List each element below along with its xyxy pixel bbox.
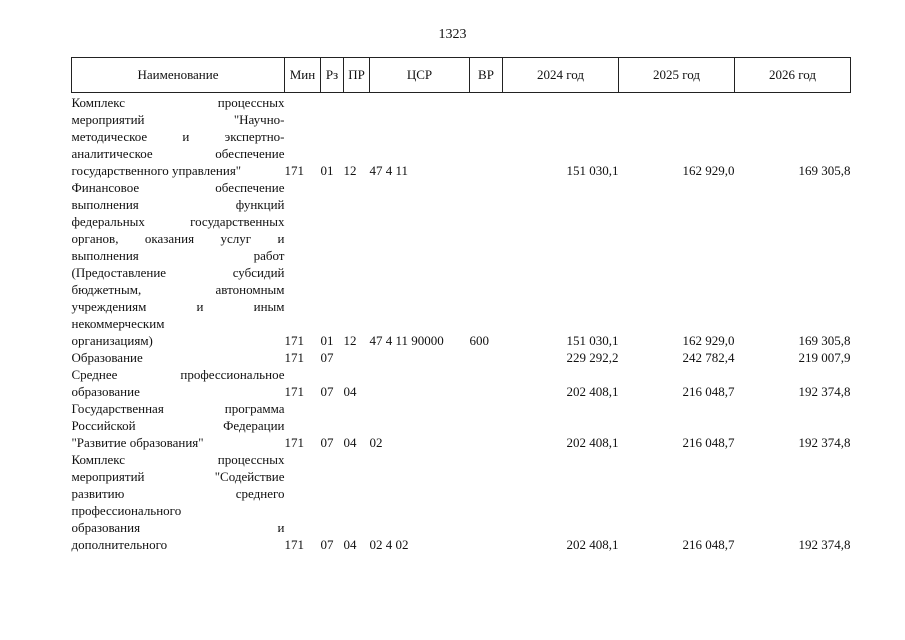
table-row <box>72 349 851 366</box>
table-row <box>72 94 851 179</box>
cell-csr <box>370 366 470 400</box>
cell-pr: 04 <box>343 537 357 552</box>
cell-rz: 07 <box>320 537 334 552</box>
header-csr: ЦСР <box>370 58 470 93</box>
cell-min: 171 <box>284 350 304 365</box>
row-name: Комплекс процессных мероприятий "Содействие развитию среднего профессионального образования и дополнительного <box>71 452 285 552</box>
cell-2026: 192 374,8 <box>798 384 851 399</box>
cell-pr <box>344 349 370 366</box>
cell-pr: 12 <box>343 163 357 178</box>
cell-rz: 07 <box>320 384 334 399</box>
cell-2024: 202 408,1 <box>566 435 619 450</box>
header-pr: ПР <box>344 58 370 93</box>
cell-2026: 219 007,9 <box>798 350 851 365</box>
row-name: Образование <box>71 350 143 365</box>
cell-2024: 202 408,1 <box>566 384 619 399</box>
cell-rz: 01 <box>320 333 334 348</box>
cell-2025: 216 048,7 <box>682 435 735 450</box>
cell-2025: 242 782,4 <box>682 350 735 365</box>
cell-csr: 02 4 02 <box>369 537 409 552</box>
cell-rz: 07 <box>320 435 334 450</box>
table-header-row <box>72 58 851 93</box>
header-year-2024: 2024 год <box>503 58 619 93</box>
header-vr: ВР <box>470 58 503 93</box>
row-name: Комплекс процессных мероприятий "Научно- методическое и экспертно- аналитическое обеспечение государственного управления" <box>71 95 285 178</box>
cell-min: 171 <box>284 435 304 450</box>
cell-2024: 151 030,1 <box>566 163 619 178</box>
cell-2026: 169 305,8 <box>798 333 851 348</box>
table-row <box>72 179 851 349</box>
table-row <box>72 366 851 400</box>
cell-csr <box>370 349 470 366</box>
header-name: Наименование <box>72 58 285 93</box>
cell-vr <box>470 349 503 366</box>
cell-rz: 07 <box>320 350 334 365</box>
row-name: Финансовое обеспечение выполнения функций федеральных государственных органов, оказания услуг и выполнения работ (Предоставление субсидий бюджетным, автономным учреждениям и иным некоммерческим организациям) <box>71 180 285 348</box>
cell-2024: 151 030,1 <box>566 333 619 348</box>
header-year-2025: 2025 год <box>619 58 735 93</box>
budget-table <box>71 57 851 553</box>
cell-csr: 47 4 11 90000 <box>369 333 444 348</box>
cell-vr <box>470 400 503 451</box>
cell-vr <box>470 366 503 400</box>
header-min: Мин <box>285 58 321 93</box>
cell-min: 171 <box>284 537 304 552</box>
cell-vr <box>470 451 503 553</box>
header-year-2026: 2026 год <box>735 58 851 93</box>
table-row <box>72 451 851 553</box>
cell-pr: 04 <box>343 435 357 450</box>
row-name: Государственная программа Российской Федерации "Развитие образования" <box>71 401 285 450</box>
table-row <box>72 400 851 451</box>
cell-2025: 216 048,7 <box>682 384 735 399</box>
cell-csr: 47 4 11 <box>369 163 409 178</box>
cell-min: 171 <box>284 384 304 399</box>
cell-rz: 01 <box>320 163 334 178</box>
cell-csr: 02 <box>369 435 383 450</box>
cell-2026: 192 374,8 <box>798 537 851 552</box>
cell-min: 171 <box>284 333 304 348</box>
cell-pr: 12 <box>343 333 357 348</box>
cell-min: 171 <box>284 163 304 178</box>
row-name: Среднее профессиональное образование <box>71 367 285 399</box>
page-number: 1323 <box>438 27 467 42</box>
cell-2024: 202 408,1 <box>566 537 619 552</box>
cell-vr: 600 <box>469 333 489 348</box>
cell-pr: 04 <box>343 384 357 399</box>
cell-2024: 229 292,2 <box>566 350 619 365</box>
cell-2025: 162 929,0 <box>682 333 735 348</box>
cell-2026: 192 374,8 <box>798 435 851 450</box>
cell-2025: 216 048,7 <box>682 537 735 552</box>
cell-vr <box>470 94 503 179</box>
header-rz: Рз <box>321 58 344 93</box>
cell-2026: 169 305,8 <box>798 163 851 178</box>
cell-2025: 162 929,0 <box>682 163 735 178</box>
